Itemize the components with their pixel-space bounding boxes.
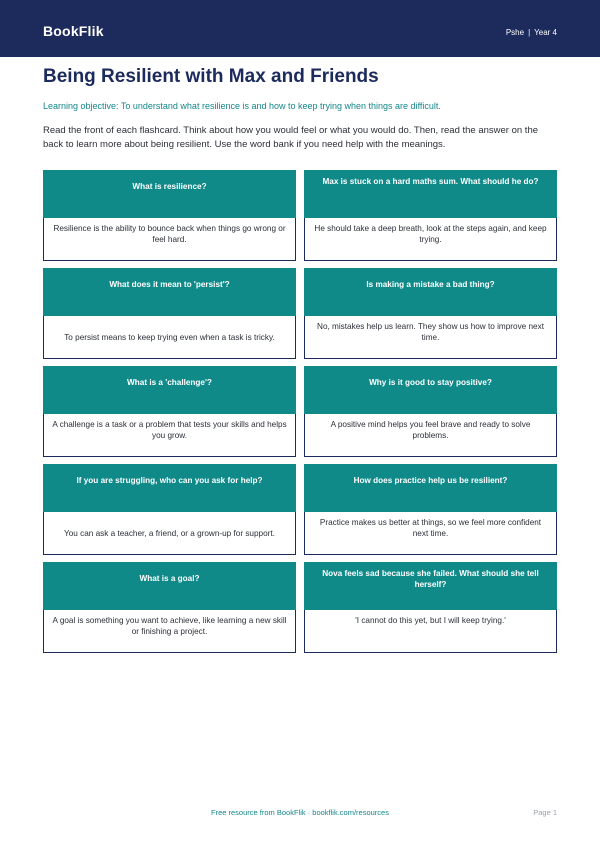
flashcard-back: To persist means to keep trying even when a task is tricky. bbox=[43, 316, 296, 359]
flashcard-back: He should take a deep breath, look at the steps again, and keep trying. bbox=[304, 218, 557, 261]
flashcard[interactable] bbox=[43, 464, 296, 555]
flashcard-grid bbox=[43, 170, 557, 653]
flashcard[interactable] bbox=[43, 170, 296, 261]
footer-resource-link[interactable]: Free resource from BookFlik · bookflik.com/resources bbox=[211, 808, 389, 817]
flashcard-front: What does it mean to 'persist'? bbox=[43, 268, 296, 316]
flashcard-front: How does practice help us be resilient? bbox=[304, 464, 557, 512]
flashcard[interactable] bbox=[304, 366, 557, 457]
year-label: Year 4 bbox=[534, 28, 557, 37]
flashcard-back: A positive mind helps you feel brave and ready to solve problems. bbox=[304, 414, 557, 457]
flashcard-front: Is making a mistake a bad thing? bbox=[304, 268, 557, 316]
header-bar bbox=[0, 0, 600, 57]
flashcard[interactable] bbox=[43, 562, 296, 653]
flashcard[interactable] bbox=[304, 464, 557, 555]
flashcard-front: What is resilience? bbox=[43, 170, 296, 218]
subject-year bbox=[506, 28, 557, 37]
flashcard[interactable] bbox=[304, 268, 557, 359]
instructions: Read the front of each flashcard. Think about how you would feel or what you would do. Then, read the answer on the back to learn more about being resilient. Use the word bank if you need help with the meanings. bbox=[43, 125, 539, 150]
flashcard-front: What is a 'challenge'? bbox=[43, 366, 296, 414]
meta-separator: | bbox=[528, 28, 531, 37]
flashcard[interactable] bbox=[304, 562, 557, 653]
flashcard-back: No, mistakes help us learn. They show us how to improve next time. bbox=[304, 316, 557, 359]
learning-objective: Learning objective: To understand what resilience is and how to keep trying when things are difficult. bbox=[43, 101, 441, 111]
flashcard-front: If you are struggling, who can you ask for help? bbox=[43, 464, 296, 512]
flashcard-front: What is a goal? bbox=[43, 562, 296, 610]
flashcard[interactable] bbox=[43, 268, 296, 359]
flashcard-front: Max is stuck on a hard maths sum. What should he do? bbox=[304, 170, 557, 218]
flashcard-back: 'I cannot do this yet, but I will keep trying.' bbox=[304, 610, 557, 653]
flashcard-back: A challenge is a task or a problem that tests your skills and helps you grow. bbox=[43, 414, 296, 457]
subject-label: Pshe bbox=[505, 28, 525, 37]
page-title: Being Resilient with Max and Friends bbox=[43, 66, 379, 87]
brand-logo[interactable]: BookFlik bbox=[43, 23, 104, 39]
flashcard-front: Why is it good to stay positive? bbox=[304, 366, 557, 414]
flashcard-back: Resilience is the ability to bounce back when things go wrong or feel hard. bbox=[43, 218, 296, 261]
flashcard-front: Nova feels sad because she failed. What should she tell herself? bbox=[304, 562, 557, 610]
flashcard-back: You can ask a teacher, a friend, or a grown-up for support. bbox=[43, 512, 296, 555]
flashcard-back: Practice makes us better at things, so we feel more confident next time. bbox=[304, 512, 557, 555]
flashcard[interactable] bbox=[304, 170, 557, 261]
flashcard-back: A goal is something you want to achieve, like learning a new skill or finishing a project. bbox=[43, 610, 296, 653]
flashcard[interactable] bbox=[43, 366, 296, 457]
page-number: Page 1 bbox=[533, 808, 557, 817]
